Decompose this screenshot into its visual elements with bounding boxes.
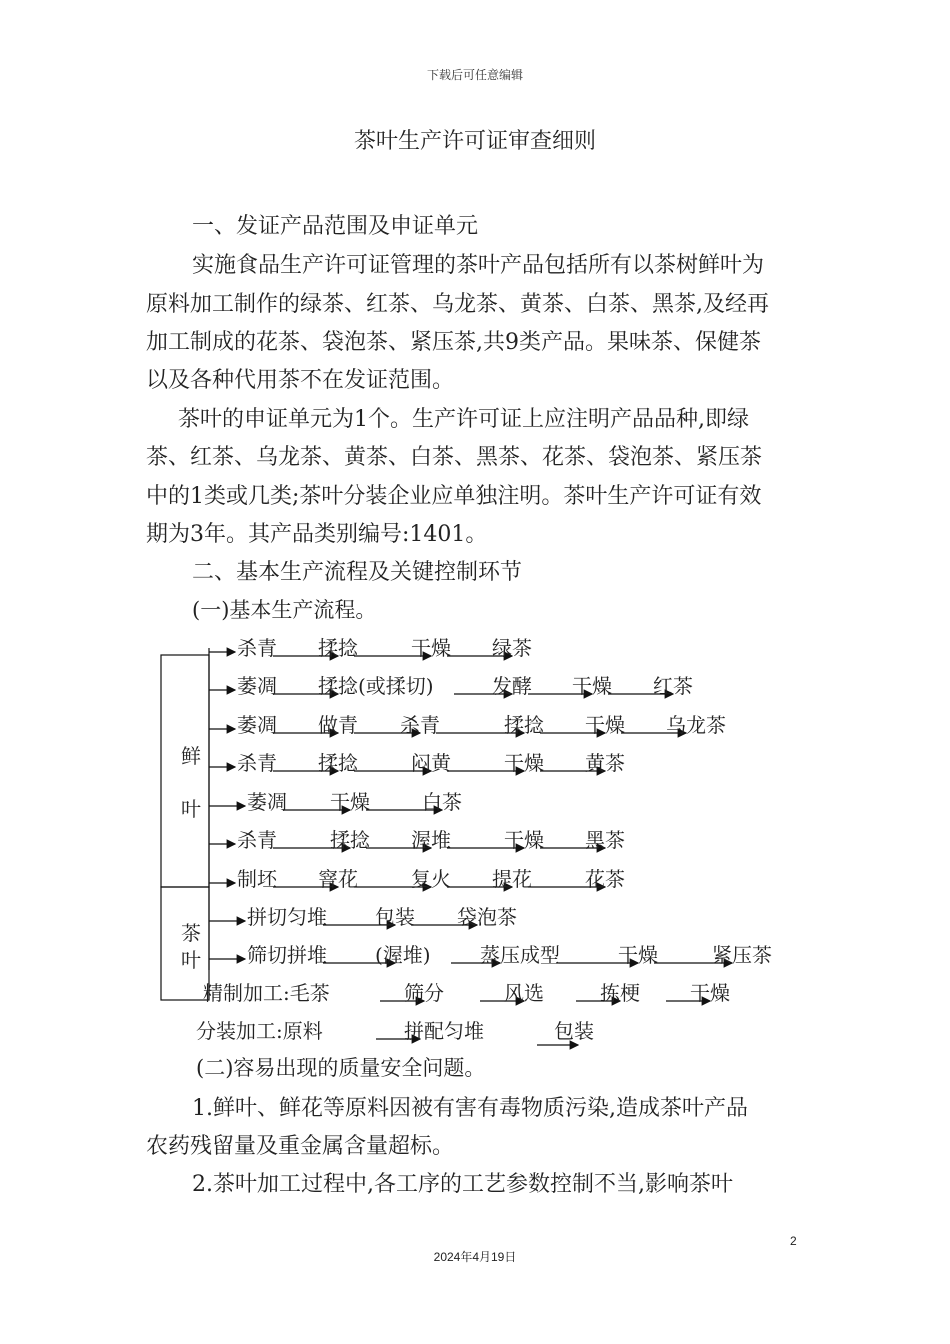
flow-step: 干燥 (504, 828, 544, 852)
flow-step: 红茶 (653, 674, 693, 698)
para2-line: 茶、红茶、乌龙茶、黄茶、白茶、黑茶、花茶、袋泡茶、紧压茶 (146, 445, 763, 470)
page-header-note: 下载后可任意编辑 (426, 68, 523, 82)
item1-line: 农药残留量及重金属含量超标。 (146, 1134, 455, 1159)
refine-step: 精制加工:毛茶 (203, 981, 330, 1005)
flow-step: 干燥 (330, 790, 370, 814)
para2-line: 中的1类或几类;茶叶分装企业应单独注明。茶叶生产许可证有效 (146, 484, 762, 509)
flow-step: 乌龙茶 (666, 713, 726, 737)
section2-sub1: (一)基本生产流程。 (192, 598, 377, 622)
flow-step: 干燥 (618, 943, 658, 967)
flow-step: 绿茶 (492, 636, 532, 660)
flow-step: 干燥 (504, 751, 544, 775)
flow-step: 揉捻 (330, 828, 370, 852)
repack-step: 包装 (554, 1019, 594, 1043)
flow-step: 白茶 (422, 790, 462, 814)
flow-step: 袋泡茶 (457, 905, 517, 929)
flow-step: 筛切拼堆 (247, 943, 327, 967)
group-label-fresh-2: 叶 (181, 797, 201, 821)
flow-step: 萎凋 (247, 790, 287, 814)
flow-step: 制坯 (237, 867, 277, 891)
item2-line: 2.茶叶加工过程中,各工序的工艺参数控制不当,影响茶叶 (192, 1172, 733, 1197)
flow-step: 黄茶 (585, 751, 625, 775)
refine-step: 拣梗 (600, 981, 640, 1005)
repack-step: 分装加工:原料 (196, 1019, 323, 1043)
flow-step: 揉捻(或揉切) (318, 674, 434, 698)
flow-step: 杀青 (237, 828, 277, 852)
repack-step: 拼配匀堆 (404, 1019, 484, 1043)
flow-step: 杀青 (237, 636, 277, 660)
section2-heading: 二、基本生产流程及关键控制环节 (192, 560, 523, 585)
section2-sub2: (二)容易出现的质量安全问题。 (196, 1056, 486, 1080)
flow-step: 渥堆 (411, 828, 451, 852)
flow-step: 复火 (411, 867, 451, 891)
flow-step: 紧压茶 (712, 943, 772, 967)
refine-step: 筛分 (404, 981, 444, 1005)
flow-step: 干燥 (411, 636, 451, 660)
flow-step: 花茶 (585, 867, 625, 891)
flow-step: 干燥 (585, 713, 625, 737)
flow-step: 窨花 (318, 867, 358, 891)
flow-step: 杀青 (400, 713, 440, 737)
item1-line: 1.鲜叶、鲜花等原料因被有害有毒物质污染,造成茶叶产品 (192, 1096, 748, 1121)
flow-step: 做青 (318, 713, 358, 737)
refine-step: 干燥 (690, 981, 730, 1005)
flow-step: (渥堆) (375, 943, 431, 967)
footer-date: 2024年4月19日 (433, 1250, 517, 1264)
page-number: 2 (790, 1234, 797, 1248)
para1-line: 以及各种代用茶不在发证范围。 (146, 368, 455, 393)
group-label-tea-1: 茶 (181, 921, 201, 945)
flow-step: 杀青 (237, 751, 277, 775)
flow-step: 拼切匀堆 (247, 905, 327, 929)
group-label-tea-2: 叶 (181, 948, 201, 972)
flow-step: 包装 (375, 905, 415, 929)
flow-step: 揉捻 (318, 751, 358, 775)
flow-step: 揉捻 (504, 713, 544, 737)
flow-step: 干燥 (572, 674, 612, 698)
flow-step: 萎凋 (237, 674, 277, 698)
para1-line: 实施食品生产许可证管理的茶叶产品包括所有以茶树鲜叶为 (192, 253, 765, 278)
para2-line: 期为3年。其产品类别编号:1401。 (146, 522, 488, 547)
flow-step: 闷黄 (411, 751, 451, 775)
document-title: 茶叶生产许可证审查细则 (353, 129, 596, 154)
group-label-fresh-1: 鲜 (181, 744, 201, 768)
flow-step: 发酵 (492, 674, 532, 698)
flow-step: 蒸压成型 (480, 943, 560, 967)
flow-step: 萎凋 (237, 713, 277, 737)
para1-line: 加工制成的花茶、袋泡茶、紧压茶,共9类产品。果味茶、保健茶 (146, 330, 761, 355)
flow-step: 提花 (492, 867, 532, 891)
flow-step: 揉捻 (318, 636, 358, 660)
refine-step: 风选 (504, 981, 544, 1005)
section1-heading: 一、发证产品范围及申证单元 (192, 214, 479, 239)
flow-step: 黑茶 (585, 828, 625, 852)
para2-line: 茶叶的申证单元为1个。生产许可证上应注明产品品种,即绿 (178, 407, 749, 432)
para1-line: 原料加工制作的绿茶、红茶、乌龙茶、黄茶、白茶、黑茶,及经再 (146, 292, 769, 317)
